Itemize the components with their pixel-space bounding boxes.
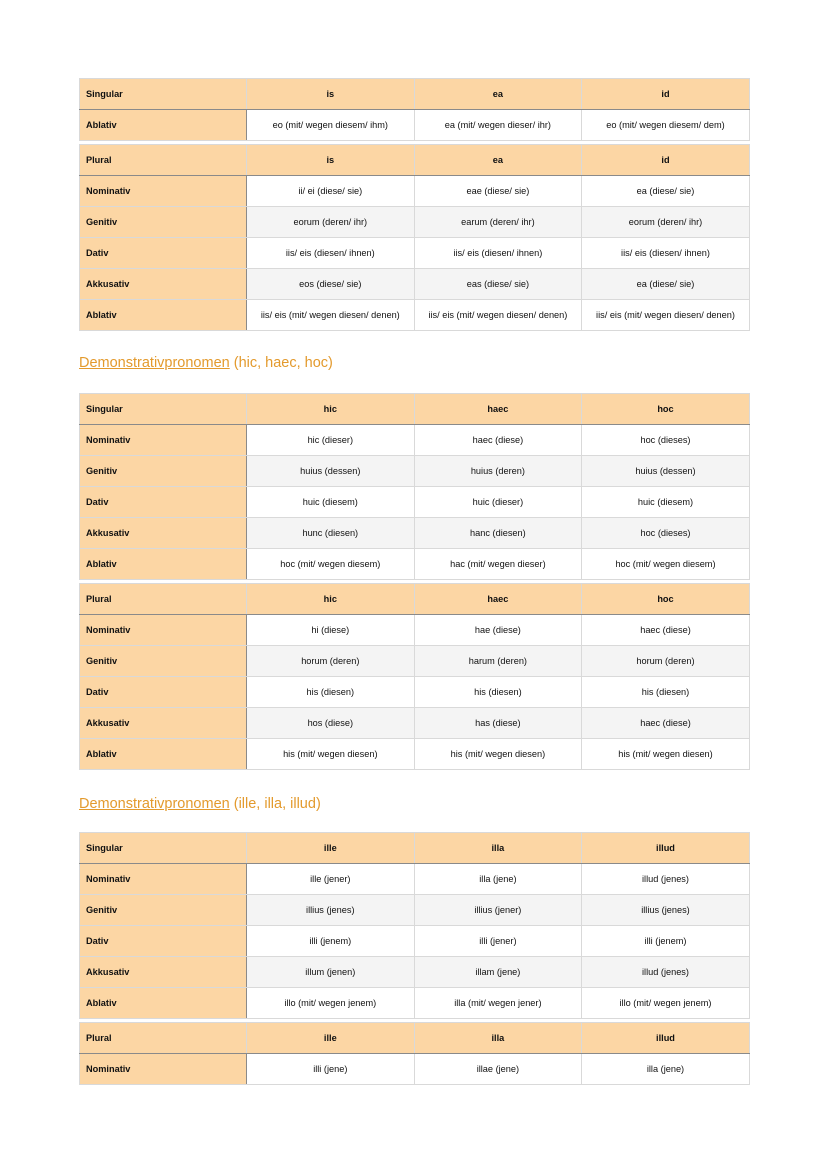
- gender-column-header: hic: [247, 584, 415, 615]
- heading-suffix: (hic, haec, hoc): [229, 355, 333, 371]
- form-cell: ea (mit/ wegen dieser/ ihr): [414, 110, 582, 141]
- table-row: [80, 957, 750, 988]
- case-label: Akkusativ: [80, 269, 247, 300]
- table-row: [80, 895, 750, 926]
- form-cell: eas (diese/ sie): [414, 269, 582, 300]
- table-header-row: [80, 1023, 750, 1054]
- table-plural: [79, 1022, 750, 1085]
- form-cell: illud (jenes): [582, 957, 750, 988]
- form-cell: haec (diese): [414, 425, 582, 456]
- table-row: [80, 238, 750, 269]
- table-row: [80, 110, 750, 141]
- form-cell: illae (jene): [414, 1054, 582, 1085]
- case-label: Nominativ: [80, 864, 247, 895]
- form-cell: illius (jenes): [247, 895, 415, 926]
- gender-column-header: id: [582, 79, 750, 110]
- table-row: [80, 739, 750, 770]
- form-cell: illi (jener): [414, 926, 582, 957]
- case-label: Dativ: [80, 926, 247, 957]
- form-cell: haec (diese): [582, 615, 750, 646]
- table-header-row: [80, 584, 750, 615]
- table-row: [80, 176, 750, 207]
- form-cell: hanc (diesen): [414, 518, 582, 549]
- table-singular: [79, 393, 750, 580]
- form-cell: illam (jene): [414, 957, 582, 988]
- form-cell: horum (deren): [247, 646, 415, 677]
- form-cell: hos (diese): [247, 708, 415, 739]
- case-label: Ablativ: [80, 110, 247, 141]
- table-header-row: [80, 394, 750, 425]
- gender-column-header: haec: [414, 394, 582, 425]
- form-cell: has (diese): [414, 708, 582, 739]
- form-cell: eorum (deren/ ihr): [247, 207, 415, 238]
- form-cell: illi (jenem): [247, 926, 415, 957]
- case-label: Genitiv: [80, 456, 247, 487]
- form-cell: illa (jene): [582, 1054, 750, 1085]
- heading-link[interactable]: Demonstrativpronomen: [79, 796, 230, 812]
- table-row: [80, 300, 750, 331]
- form-cell: his (diesen): [582, 677, 750, 708]
- form-cell: ea (diese/ sie): [582, 176, 750, 207]
- form-cell: his (mit/ wegen diesen): [247, 739, 415, 770]
- case-label: Dativ: [80, 238, 247, 269]
- form-cell: illius (jenes): [582, 895, 750, 926]
- form-cell: hunc (diesen): [247, 518, 415, 549]
- gender-column-header: haec: [414, 584, 582, 615]
- form-cell: his (diesen): [247, 677, 415, 708]
- gender-column-header: is: [247, 79, 415, 110]
- case-label: Nominativ: [80, 176, 247, 207]
- table-row: [80, 549, 750, 580]
- declension-table-is: [79, 78, 749, 331]
- section-heading-hic: [79, 355, 333, 371]
- form-cell: hoc (mit/ wegen diesem): [247, 549, 415, 580]
- form-cell: huic (diesem): [247, 487, 415, 518]
- form-cell: eo (mit/ wegen diesem/ ihm): [247, 110, 415, 141]
- form-cell: hoc (dieses): [582, 425, 750, 456]
- form-cell: illi (jene): [247, 1054, 415, 1085]
- heading-suffix: (ille, illa, illud): [229, 796, 321, 812]
- form-cell: harum (deren): [414, 646, 582, 677]
- case-label: Ablativ: [80, 988, 247, 1019]
- form-cell: eae (diese/ sie): [414, 176, 582, 207]
- form-cell: ii/ ei (diese/ sie): [247, 176, 415, 207]
- case-label: Nominativ: [80, 1054, 247, 1085]
- declension-table-ille: [79, 832, 749, 1085]
- gender-column-header: illa: [414, 833, 582, 864]
- section-heading-ille: [79, 796, 321, 812]
- table-row: [80, 207, 750, 238]
- number-label: Singular: [80, 833, 247, 864]
- case-label: Ablativ: [80, 739, 247, 770]
- table-row: [80, 425, 750, 456]
- form-cell: eorum (deren/ ihr): [582, 207, 750, 238]
- table-row: [80, 269, 750, 300]
- gender-column-header: is: [247, 145, 415, 176]
- form-cell: hae (diese): [414, 615, 582, 646]
- form-cell: iis/ eis (diesen/ ihnen): [414, 238, 582, 269]
- gender-column-header: id: [582, 145, 750, 176]
- case-label: Genitiv: [80, 646, 247, 677]
- table-plural: [79, 144, 750, 331]
- table-singular: [79, 832, 750, 1019]
- case-label: Ablativ: [80, 549, 247, 580]
- form-cell: eos (diese/ sie): [247, 269, 415, 300]
- form-cell: illo (mit/ wegen jenem): [247, 988, 415, 1019]
- form-cell: his (mit/ wegen diesen): [414, 739, 582, 770]
- case-label: Dativ: [80, 677, 247, 708]
- gender-column-header: ille: [247, 833, 415, 864]
- table-row: [80, 615, 750, 646]
- form-cell: iis/ eis (diesen/ ihnen): [582, 238, 750, 269]
- form-cell: hac (mit/ wegen dieser): [414, 549, 582, 580]
- table-row: [80, 864, 750, 895]
- gender-column-header: hoc: [582, 394, 750, 425]
- table-row: [80, 518, 750, 549]
- case-label: Dativ: [80, 487, 247, 518]
- form-cell: ille (jener): [247, 864, 415, 895]
- table-header-row: [80, 145, 750, 176]
- form-cell: illi (jenem): [582, 926, 750, 957]
- form-cell: illa (mit/ wegen jener): [414, 988, 582, 1019]
- gender-column-header: ille: [247, 1023, 415, 1054]
- case-label: Akkusativ: [80, 708, 247, 739]
- form-cell: hic (dieser): [247, 425, 415, 456]
- case-label: Genitiv: [80, 207, 247, 238]
- table-row: [80, 677, 750, 708]
- form-cell: eo (mit/ wegen diesem/ dem): [582, 110, 750, 141]
- case-label: Genitiv: [80, 895, 247, 926]
- case-label: Ablativ: [80, 300, 247, 331]
- gender-column-header: ea: [414, 145, 582, 176]
- number-label: Plural: [80, 145, 247, 176]
- form-cell: iis/ eis (mit/ wegen diesen/ denen): [414, 300, 582, 331]
- form-cell: illud (jenes): [582, 864, 750, 895]
- table-row: [80, 487, 750, 518]
- form-cell: huius (deren): [414, 456, 582, 487]
- form-cell: his (mit/ wegen diesen): [582, 739, 750, 770]
- form-cell: huius (dessen): [247, 456, 415, 487]
- table-row: [80, 646, 750, 677]
- form-cell: iis/ eis (diesen/ ihnen): [247, 238, 415, 269]
- form-cell: hi (diese): [247, 615, 415, 646]
- form-cell: huic (dieser): [414, 487, 582, 518]
- number-label: Plural: [80, 1023, 247, 1054]
- table-row: [80, 1054, 750, 1085]
- gender-column-header: hic: [247, 394, 415, 425]
- table-row: [80, 988, 750, 1019]
- table-singular: [79, 78, 750, 141]
- number-label: Plural: [80, 584, 247, 615]
- form-cell: illo (mit/ wegen jenem): [582, 988, 750, 1019]
- form-cell: illius (jener): [414, 895, 582, 926]
- form-cell: ea (diese/ sie): [582, 269, 750, 300]
- table-row: [80, 926, 750, 957]
- form-cell: his (diesen): [414, 677, 582, 708]
- gender-column-header: illa: [414, 1023, 582, 1054]
- form-cell: horum (deren): [582, 646, 750, 677]
- form-cell: illum (jenen): [247, 957, 415, 988]
- case-label: Akkusativ: [80, 518, 247, 549]
- form-cell: huius (dessen): [582, 456, 750, 487]
- number-label: Singular: [80, 79, 247, 110]
- table-plural: [79, 583, 750, 770]
- form-cell: iis/ eis (mit/ wegen diesen/ denen): [247, 300, 415, 331]
- form-cell: hoc (mit/ wegen diesem): [582, 549, 750, 580]
- form-cell: haec (diese): [582, 708, 750, 739]
- case-label: Akkusativ: [80, 957, 247, 988]
- heading-link[interactable]: Demonstrativpronomen: [79, 355, 230, 371]
- form-cell: huic (diesem): [582, 487, 750, 518]
- table-row: [80, 708, 750, 739]
- number-label: Singular: [80, 394, 247, 425]
- case-label: Nominativ: [80, 615, 247, 646]
- form-cell: iis/ eis (mit/ wegen diesen/ denen): [582, 300, 750, 331]
- table-header-row: [80, 833, 750, 864]
- case-label: Nominativ: [80, 425, 247, 456]
- form-cell: hoc (dieses): [582, 518, 750, 549]
- declension-table-hic: [79, 393, 749, 770]
- gender-column-header: ea: [414, 79, 582, 110]
- form-cell: illa (jene): [414, 864, 582, 895]
- table-header-row: [80, 79, 750, 110]
- gender-column-header: illud: [582, 1023, 750, 1054]
- gender-column-header: hoc: [582, 584, 750, 615]
- gender-column-header: illud: [582, 833, 750, 864]
- table-row: [80, 456, 750, 487]
- form-cell: earum (deren/ ihr): [414, 207, 582, 238]
